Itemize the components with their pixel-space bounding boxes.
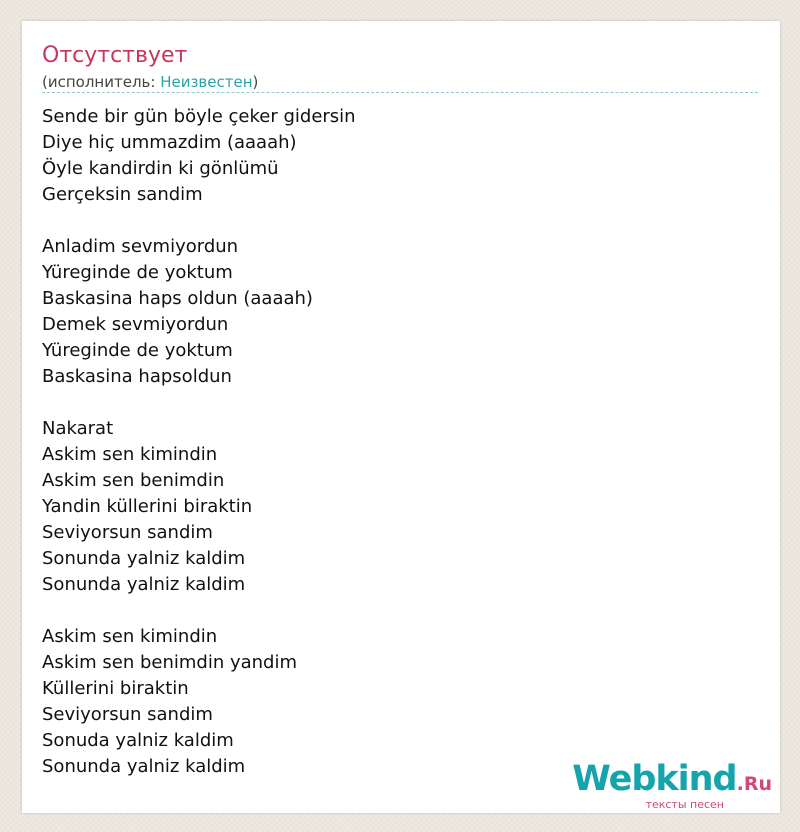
lyric-line: Sonunda yalniz kaldim <box>42 756 246 777</box>
artist-line <box>42 72 258 92</box>
lyric-line: Askim sen kimindin <box>42 626 218 647</box>
lyric-line: Küllerini biraktin <box>42 678 189 699</box>
artist-suffix: ) <box>252 73 259 91</box>
lyric-line: Yüreginde de yoktum <box>42 262 233 283</box>
lyric-line: Öyle kandirdin ki gönlümü <box>42 158 279 179</box>
logo-word: Webkind <box>572 759 737 799</box>
lyric-line: Sende bir gün böyle çeker gidersin <box>42 106 356 127</box>
stanza-break <box>42 390 742 416</box>
lyric-line: Anladim sevmiyordun <box>42 236 239 257</box>
lyric-line: Yüreginde de yoktum <box>42 340 233 361</box>
lyric-line: Askim sen benimdin <box>42 470 225 491</box>
lyric-line: Baskasina hapsoldun <box>42 366 232 387</box>
artist-prefix: (исполнитель: <box>42 73 161 91</box>
lyric-line: Sonuda yalniz kaldim <box>42 730 234 751</box>
lyric-line: Sonunda yalniz kaldim <box>42 574 246 595</box>
stanza-break <box>42 598 742 624</box>
webkind-logo[interactable] <box>572 760 772 810</box>
lyric-line: Askim sen benimdin yandim <box>42 652 298 673</box>
lyrics-text <box>42 104 742 780</box>
lyric-line: Seviyorsun sandim <box>42 704 213 725</box>
lyric-line: Yandin küllerini biraktin <box>42 496 253 517</box>
lyric-line: Demek sevmiyordun <box>42 314 229 335</box>
lyrics-card <box>22 21 780 813</box>
lyric-line: Gerçeksin sandim <box>42 184 203 205</box>
logo-tld: .Ru <box>736 773 772 795</box>
lyric-line: Askim sen kimindin <box>42 444 218 465</box>
stanza-break <box>42 208 742 234</box>
song-title: Отсутствует <box>42 43 188 68</box>
lyric-line: Diye hiç ummazdim (aaaah) <box>42 132 297 153</box>
lyric-line: Sonunda yalniz kaldim <box>42 548 246 569</box>
artist-link[interactable]: Неизвестен <box>160 73 253 91</box>
lyric-line: Baskasina haps oldun (aaaah) <box>42 288 313 309</box>
lyric-line: Seviyorsun sandim <box>42 522 213 543</box>
title-divider <box>42 92 758 93</box>
logo-tagline: тексты песен <box>645 798 724 811</box>
lyric-line: Nakarat <box>42 418 114 439</box>
